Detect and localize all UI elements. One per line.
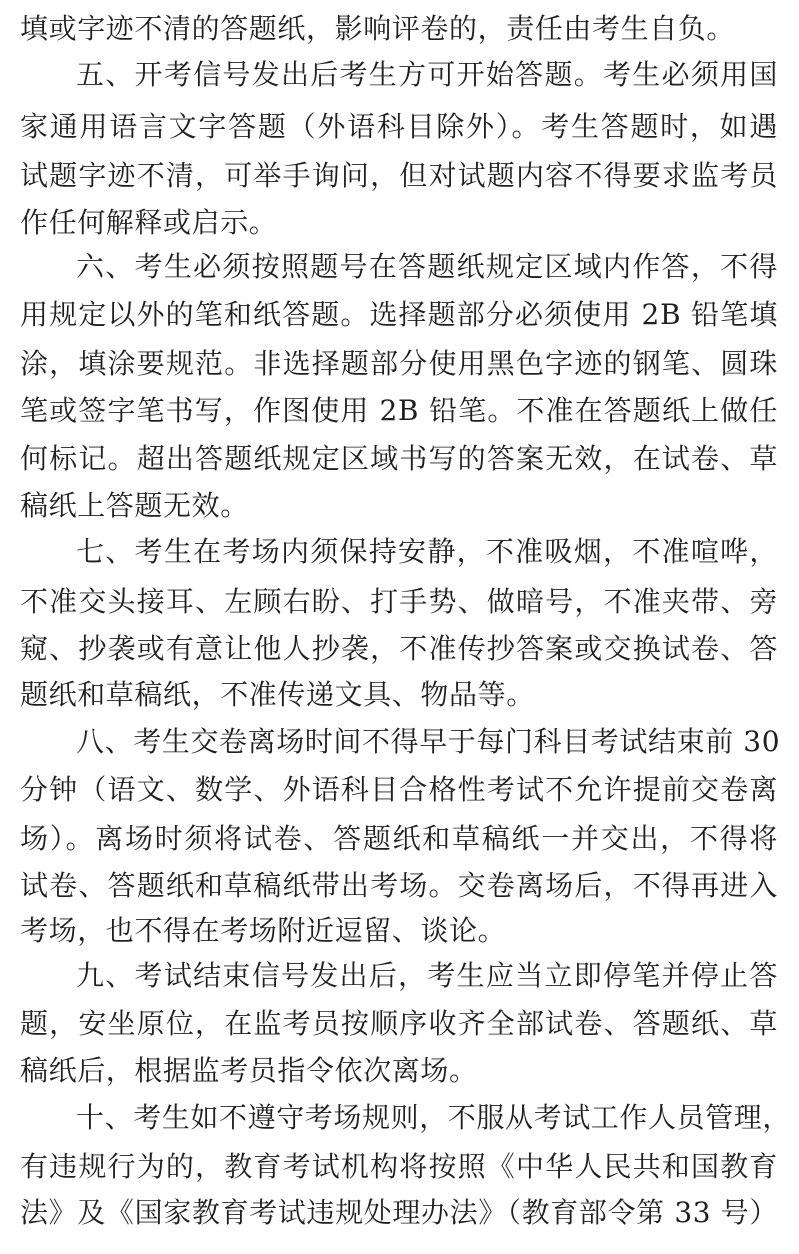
text-line: 试题字迹不清，可举手询问，但对试题内容不得要求监考员 bbox=[20, 159, 778, 192]
text-line: 不准交头接耳、左顾右盼、打手势、做暗号，不准夹带、旁 bbox=[20, 585, 778, 618]
text-line: 填或字迹不清的答题纸，影响评卷的，责任由考生自负。 bbox=[20, 12, 736, 45]
paragraph-5-heading-line: 五、开考信号发出后考生方可开始答题。考生必须用国 bbox=[76, 58, 778, 91]
paragraph-9-heading-line: 九、考试结束信号发出后，考生应当立即停笔并停止答 bbox=[76, 959, 778, 992]
text-line: 有违规行为的，教育考试机构将按照《中华人民共和国教育 bbox=[20, 1150, 778, 1183]
text-line: 稿纸后，根据监考员指令依次离场。 bbox=[20, 1054, 478, 1087]
paragraph-7-heading-line: 七、考生在考场内须保持安静，不准吸烟，不准喧哗， bbox=[76, 535, 778, 568]
text-line: 考场，也不得在考场附近逗留、谈论。 bbox=[20, 914, 507, 947]
text-line: 笔或签字笔书写，作图使用 2B 铅笔。不准在答题纸上做任 bbox=[20, 394, 778, 427]
text-line: 用规定以外的笔和纸答题。选择题部分必须使用 2B 铅笔填 bbox=[20, 298, 778, 331]
text-line: 分钟（语文、数学、外语科目合格性考试不允许提前交卷离 bbox=[20, 773, 778, 806]
text-line: 作任何解释或启示。 bbox=[20, 206, 278, 239]
text-line: 法》及《国家教育考试违规处理办法》（教育部令第 33 号） bbox=[20, 1196, 778, 1229]
text-line: 题纸和草稿纸，不准传递文具、物品等。 bbox=[20, 678, 535, 711]
text-line: 场）。离场时须将试卷、答题纸和草稿纸一并交出，不得将 bbox=[20, 822, 778, 855]
paragraph-10-heading-line: 十、考生如不遵守考场规则，不服从考试工作人员管理， bbox=[76, 1101, 792, 1134]
paragraph-8-heading-line: 八、考生交卷离场时间不得早于每门科目考试结束前 30 bbox=[76, 725, 781, 758]
text-line: 题，安坐原位，在监考员按顺序收齐全部试卷、答题纸、草 bbox=[20, 1007, 778, 1040]
text-line: 涂，填涂要规范。非选择题部分使用黑色字迹的钢笔、圆珠 bbox=[20, 347, 778, 380]
paragraph-6-heading-line: 六、考生必须按照题号在答题纸规定区域内作答，不得 bbox=[76, 250, 778, 283]
text-line: 试卷、答题纸和草稿纸带出考场。交卷离场后，不得再进入 bbox=[20, 869, 778, 902]
text-line: 家通用语言文字答题（外语科目除外）。考生答题时，如遇 bbox=[20, 110, 778, 143]
text-line: 窥、抄袭或有意让他人抄袭，不准传抄答案或交换试卷、答 bbox=[20, 632, 778, 665]
text-line: 何标记。超出答题纸规定区域书写的答案无效，在试卷、草 bbox=[20, 442, 778, 475]
text-line: 稿纸上答题无效。 bbox=[20, 489, 249, 522]
